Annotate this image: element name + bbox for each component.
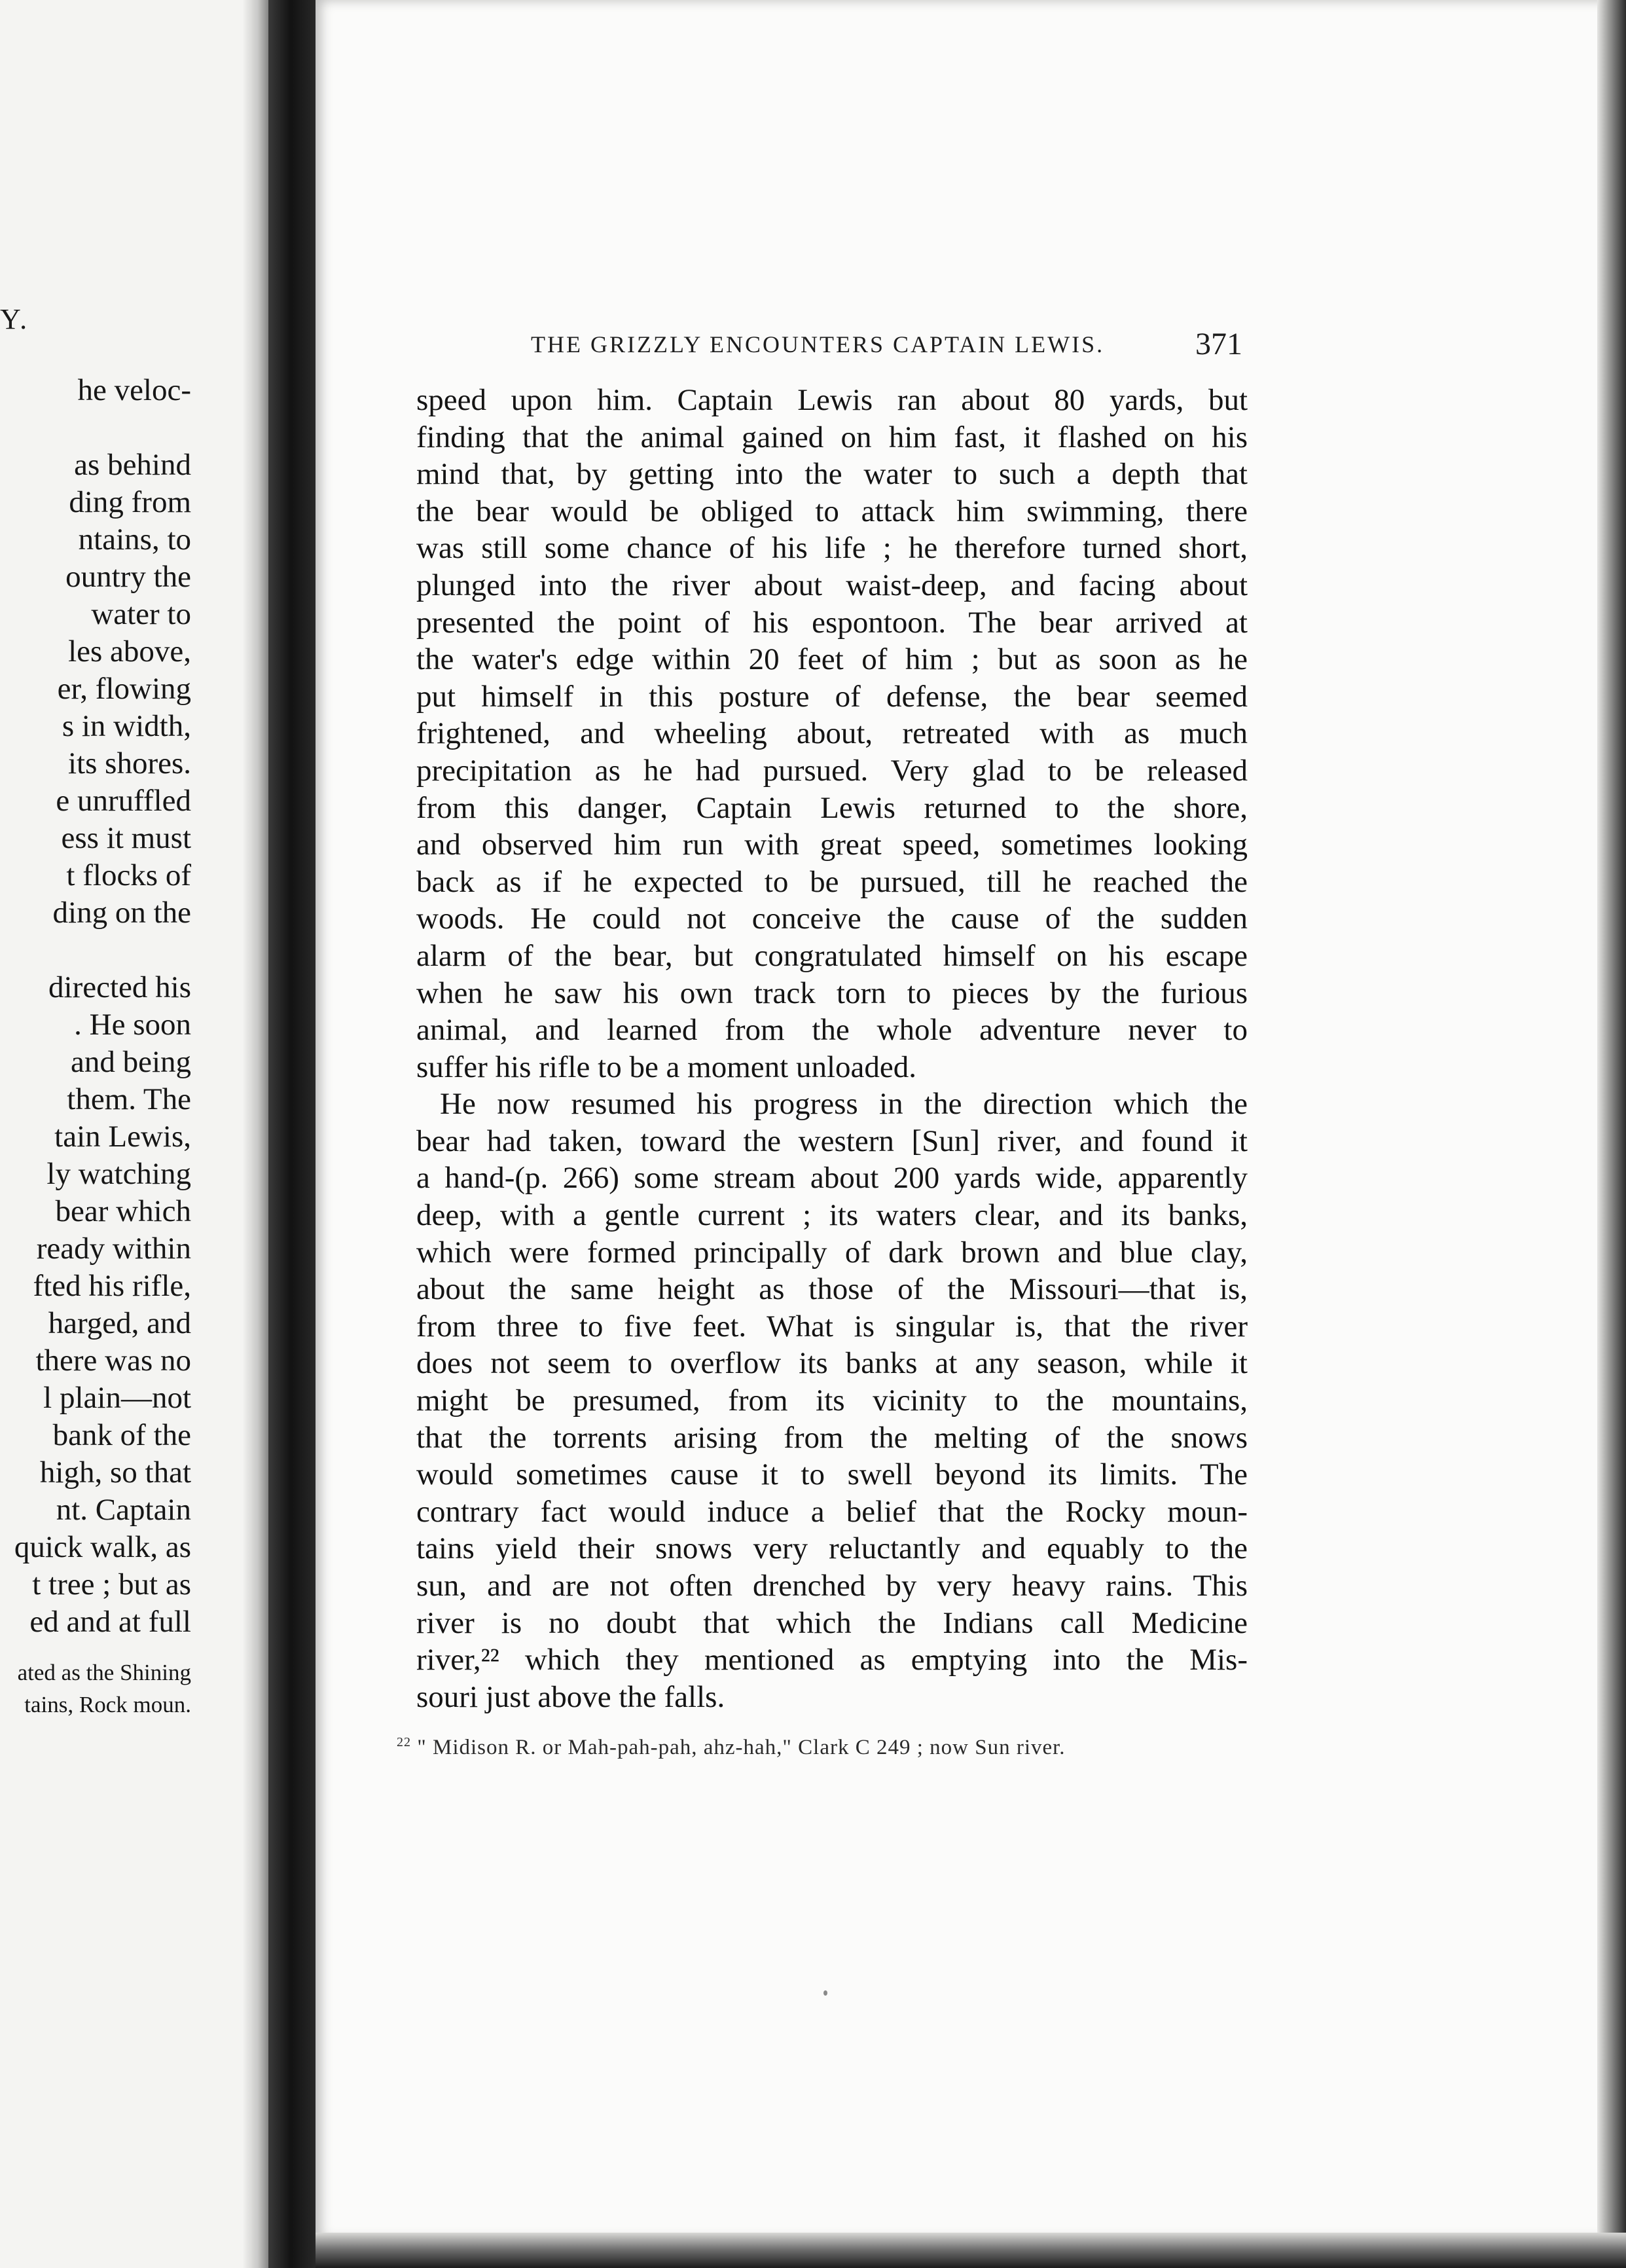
text-line: was still some chance of his life ; he therefore turned short, (416, 531, 1248, 566)
text-line: does not seem to overflow its banks at any season, while it (416, 1346, 1248, 1381)
left-footnote-line: tains, Rock moun. (24, 1692, 191, 1717)
left-text-line: them. The (67, 1082, 191, 1116)
left-text-line (14, 409, 191, 447)
text-line: from this danger, Captain Lewis returned to the shore, (416, 790, 1248, 825)
left-text-line: as behind (74, 448, 191, 482)
text-line: deep, with a gentle current ; its waters clear, and its banks, (416, 1198, 1248, 1233)
left-text-line: . He soon (74, 1008, 191, 1042)
left-text-line: quick walk, as (14, 1530, 191, 1564)
text-line: presented the point of his espontoon. The bear arrived at (416, 605, 1248, 640)
left-text-line: high, so that (39, 1455, 191, 1490)
left-text-line: er, flowing (57, 672, 191, 706)
left-text-line: and being (70, 1045, 191, 1079)
text-line: which were formed principally of dark brown and blue clay, (416, 1235, 1248, 1270)
text-line: He now resumed his progress in the direction which the (440, 1087, 1248, 1122)
left-text-line: s in width, (62, 709, 191, 743)
text-line: animal, and learned from the whole adventure never to (416, 1013, 1248, 1048)
text-line: put himself in this posture of defense, the bear seemed (416, 679, 1248, 714)
text-line: frightened, and wheeling about, retreated with as much (416, 716, 1248, 751)
left-text-line: les above, (68, 634, 191, 668)
left-text-line: bear which (55, 1194, 191, 1228)
text-line: contrary fact would induce a belief that the Rocky moun- (416, 1494, 1248, 1529)
left-running-head-fragment: Y. (0, 303, 30, 335)
left-text-line: ountry the (65, 560, 191, 594)
text-line: precipitation as he had pursued. Very glad to be released (416, 753, 1248, 788)
left-text-line: ess it must (61, 821, 191, 855)
text-line: back as if he expected to be pursued, till he reached the (416, 864, 1248, 899)
left-text-line: nt. Captain (56, 1493, 191, 1527)
left-text-line: water to (91, 597, 191, 631)
left-text-line: ed and at full (29, 1605, 191, 1639)
left-page-text (14, 372, 191, 1641)
footnote-text: " Midison R. or Mah-pah-pah, ahz-hah," Clark C 249 ; now Sun river. (417, 1736, 1066, 1759)
text-line: alarm of the bear, but congratulated himself on his escape (416, 938, 1248, 973)
text-line: river,²² which they mentioned as emptying into the Mis- (416, 1643, 1248, 1677)
book-gutter (268, 0, 318, 2268)
left-text-line: fted his rifle, (33, 1269, 191, 1303)
text-line: and observed him run with great speed, sometimes looking (416, 828, 1248, 862)
footnote-marker: 22 (397, 1735, 411, 1749)
left-text-line: ding from (69, 485, 191, 519)
running-head: THE GRIZZLY ENCOUNTERS CAPTAIN LEWIS. (531, 331, 1105, 357)
left-text-line: ding on the (52, 896, 191, 930)
left-text-line: tain Lewis, (54, 1120, 191, 1154)
text-line: woods. He could not conceive the cause of the sudden (416, 902, 1248, 936)
text-line: would sometimes cause it to swell beyond its limits. The (416, 1457, 1248, 1492)
left-text-line: t flocks of (66, 858, 191, 892)
text-line: about the same height as those of the Missouri—that is, (416, 1272, 1248, 1307)
text-line: that the torrents arising from the melting of the snows (416, 1420, 1248, 1455)
left-text-line: there was no (35, 1344, 191, 1378)
text-line: when he saw his own track torn to pieces by the furious (416, 976, 1248, 1010)
text-line: suffer his rifle to be a moment unloaded. (416, 1050, 916, 1084)
text-line: finding that the animal gained on him fast, it flashed on his (416, 420, 1248, 454)
footnote (397, 1735, 1066, 1760)
left-text-line: ready within (36, 1232, 191, 1266)
text-line: speed upon him. Captain Lewis ran about 80 yards, but (416, 383, 1248, 417)
text-line: sun, and are not often drenched by very heavy rains. This (416, 1569, 1248, 1603)
left-text-line: directed his (48, 970, 191, 1004)
left-text-line: e unruffled (56, 784, 191, 818)
text-line: might be presumed, from its vicinity to the mountains, (416, 1383, 1248, 1418)
left-text-line: harged, and (48, 1306, 191, 1340)
left-text-line (14, 932, 191, 969)
text-line: bear had taken, toward the western [Sun] river, and found it (416, 1124, 1248, 1158)
page-number: 371 (1195, 327, 1242, 361)
scan-speck (823, 1990, 827, 1996)
left-text-line: ly watching (46, 1157, 191, 1191)
page-curl-shadow (242, 0, 268, 2268)
page-edge-bottom (316, 2233, 1626, 2268)
left-text-line: bank of the (52, 1418, 191, 1452)
text-line: a hand-(p. 266) some stream about 200 yards wide, apparently (416, 1161, 1248, 1196)
left-text-line: ntains, to (78, 522, 191, 557)
text-line: from three to five feet. What is singular is, that the river (416, 1309, 1248, 1344)
text-line: river is no doubt that which the Indians call Medicine (416, 1605, 1248, 1640)
left-page-footnote (18, 1656, 191, 1721)
text-line: mind that, by getting into the water to such a depth that (416, 457, 1248, 492)
text-line: the bear would be obliged to attack him swimming, there (416, 494, 1248, 528)
left-text-line: l plain—not (43, 1381, 191, 1415)
body-text (416, 382, 1248, 1715)
text-line: the water's edge within 20 feet of him ; but as soon as he (416, 642, 1248, 677)
left-text-line: its shores. (68, 746, 191, 780)
left-footnote-line: ated as the Shining (17, 1660, 191, 1685)
text-line: plunged into the river about waist-deep, and facing about (416, 568, 1248, 602)
left-text-line: t tree ; but as (32, 1567, 191, 1601)
text-line: tains yield their snows very reluctantly and equably to the (416, 1531, 1248, 1566)
page-edge-right (1597, 0, 1626, 2268)
text-line: souri just above the falls. (416, 1679, 725, 1714)
left-page (0, 0, 268, 2268)
left-text-line: he veloc- (77, 373, 191, 407)
